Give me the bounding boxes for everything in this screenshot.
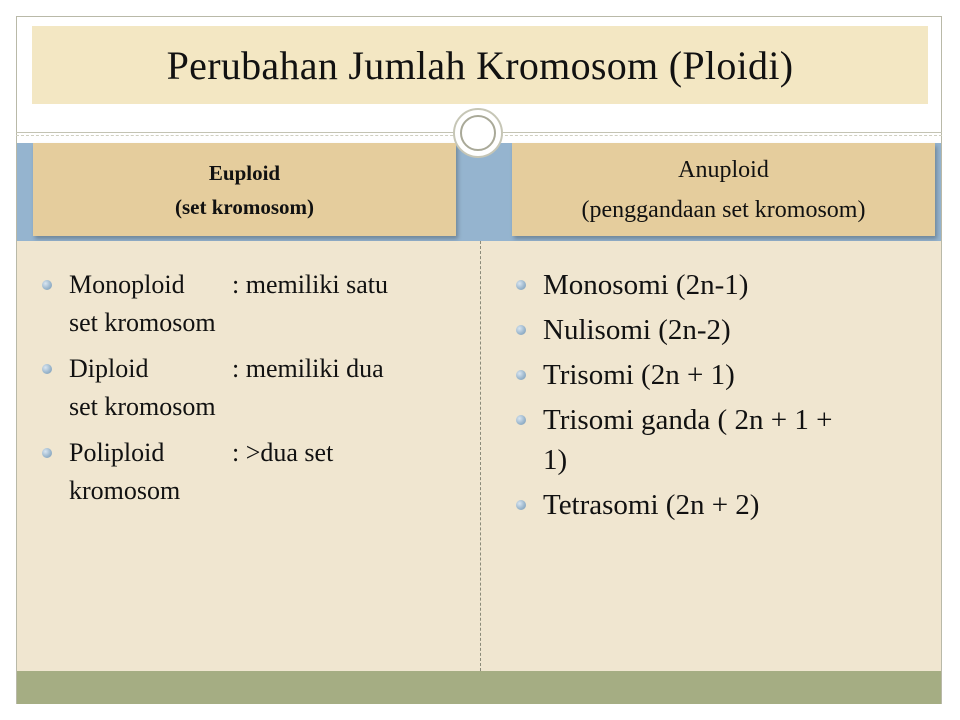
anuploid-header — [512, 143, 935, 236]
divider-circle-inner — [460, 115, 496, 151]
ploidy-definition: : memiliki satu — [232, 270, 388, 299]
ploidy-definition: : memiliki dua — [232, 354, 384, 383]
footer-band — [17, 671, 941, 704]
aneuploidy-type-cont: 1) — [543, 444, 568, 476]
list-item — [42, 350, 442, 426]
ploidy-term: Diploid — [69, 354, 149, 383]
ploidy-term: Monoploid — [69, 270, 185, 299]
anuploid-list — [516, 265, 916, 530]
aneuploidy-type: Nulisomi (2n-2) — [543, 314, 731, 346]
bullet-icon — [42, 364, 52, 374]
list-item — [42, 434, 442, 510]
bullet-icon — [516, 415, 526, 425]
bullet-icon — [516, 325, 526, 335]
aneuploidy-type: Trisomi ganda ( 2n + 1 + — [543, 404, 833, 436]
ploidy-definition-cont: set kromosom — [69, 392, 216, 421]
list-item — [516, 485, 916, 525]
bullet-icon — [516, 500, 526, 510]
aneuploidy-type: Tetrasomi (2n + 2) — [543, 489, 760, 521]
euploid-header-title: Euploid — [208, 160, 281, 185]
column-divider — [480, 241, 481, 671]
title-band — [32, 26, 928, 104]
list-item — [42, 266, 442, 342]
ploidy-term: Poliploid — [69, 438, 165, 467]
anuploid-header-subtitle: (penggandaan set kromosom) — [581, 196, 866, 223]
ploidy-definition-cont: set kromosom — [69, 308, 216, 337]
ploidy-definition: : >dua set — [232, 438, 334, 467]
bullet-icon — [42, 280, 52, 290]
anuploid-header-title: Anuploid — [678, 156, 769, 183]
bullet-icon — [516, 280, 526, 290]
slide-title: Perubahan Jumlah Kromosom (Ploidi) — [166, 42, 794, 88]
euploid-header-subtitle: (set kromosom) — [174, 194, 314, 219]
list-item — [516, 265, 916, 305]
list-item — [516, 310, 916, 350]
list-item — [516, 355, 916, 395]
ploidy-definition-cont: kromosom — [69, 476, 181, 505]
bullet-icon — [42, 448, 52, 458]
aneuploidy-type: Trisomi (2n + 1) — [543, 359, 735, 391]
bullet-icon — [516, 370, 526, 380]
euploid-header — [33, 143, 456, 236]
divider-circle-ornament — [453, 108, 503, 158]
euploid-list — [42, 266, 442, 518]
list-item — [516, 400, 916, 480]
aneuploidy-type: Monosomi (2n-1) — [543, 269, 749, 301]
